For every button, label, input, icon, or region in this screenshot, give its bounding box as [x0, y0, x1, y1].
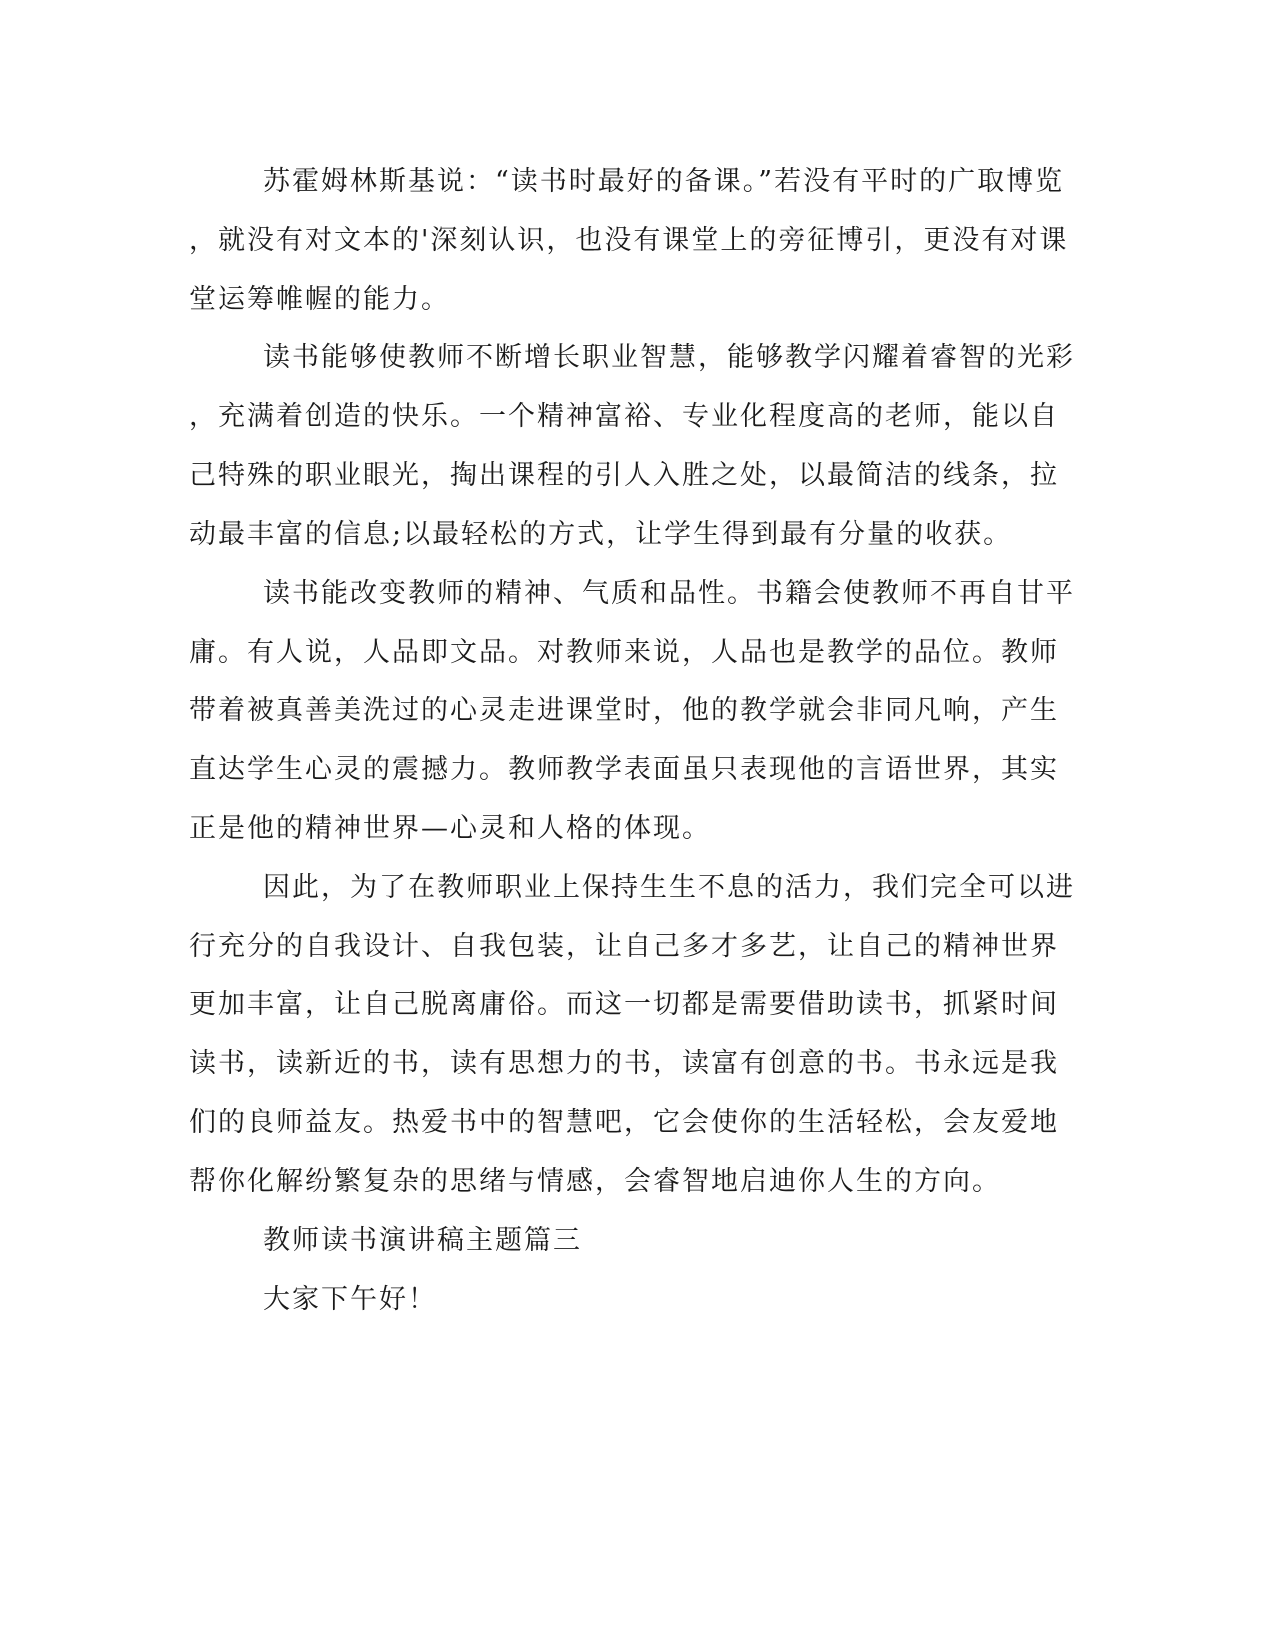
text-line-10: 带着被真善美洗过的心灵走进课堂时，他的教学就会非同凡响，产生: [189, 695, 1059, 726]
text-line-17: 们的良师益友。热爱书中的智慧吧，它会使你的生活轻松，会友爱地: [189, 1107, 1059, 1138]
text-line-7: 动最丰富的信息;以最轻松的方式，让学生得到最有分量的收获。: [189, 519, 1013, 550]
text-line-8: 读书能改变教师的精神、气质和品性。书籍会使教师不再自甘平: [263, 578, 1075, 609]
text-line-14: 行充分的自我设计、自我包装，让自己多才多艺，让自己的精神世界: [189, 931, 1059, 962]
section-heading: 教师读书演讲稿主题篇三: [263, 1225, 582, 1256]
greeting-line: 大家下午好！: [263, 1284, 437, 1315]
text-line-2: ，就没有对文本的'深刻认识，也没有课堂上的旁征博引，更没有对课: [189, 225, 1069, 256]
text-line-11: 直达学生心灵的震撼力。教师教学表面虽只表现他的言语世界，其实: [189, 754, 1059, 785]
text-line-6: 己特殊的职业眼光，掏出课程的引人入胜之处，以最简洁的线条，拉: [189, 460, 1059, 491]
text-line-4: 读书能够使教师不断增长职业智慧，能够教学闪耀着睿智的光彩: [263, 342, 1075, 373]
text-line-13: 因此，为了在教师职业上保持生生不息的活力，我们完全可以进: [263, 872, 1075, 903]
text-line-12: 正是他的精神世界—心灵和人格的体现。: [189, 813, 711, 844]
text-line-3: 堂运筹帷幄的能力。: [189, 284, 450, 315]
text-line-16: 读书，读新近的书，读有思想力的书，读富有创意的书。书永远是我: [189, 1048, 1059, 1079]
text-line-15: 更加丰富，让自己脱离庸俗。而这一切都是需要借助读书，抓紧时间: [189, 989, 1059, 1020]
text-line-18: 帮你化解纷繁复杂的思绪与情感，会睿智地启迪你人生的方向。: [189, 1166, 1001, 1197]
text-line-1: 苏霍姆林斯基说：“读书时最好的备课。”若没有平时的广取博览: [263, 166, 1065, 197]
text-line-9: 庸。有人说，人品即文品。对教师来说，人品也是教学的品位。教师: [189, 637, 1059, 668]
text-line-5: ，充满着创造的快乐。一个精神富裕、专业化程度高的老师，能以自: [189, 401, 1059, 432]
